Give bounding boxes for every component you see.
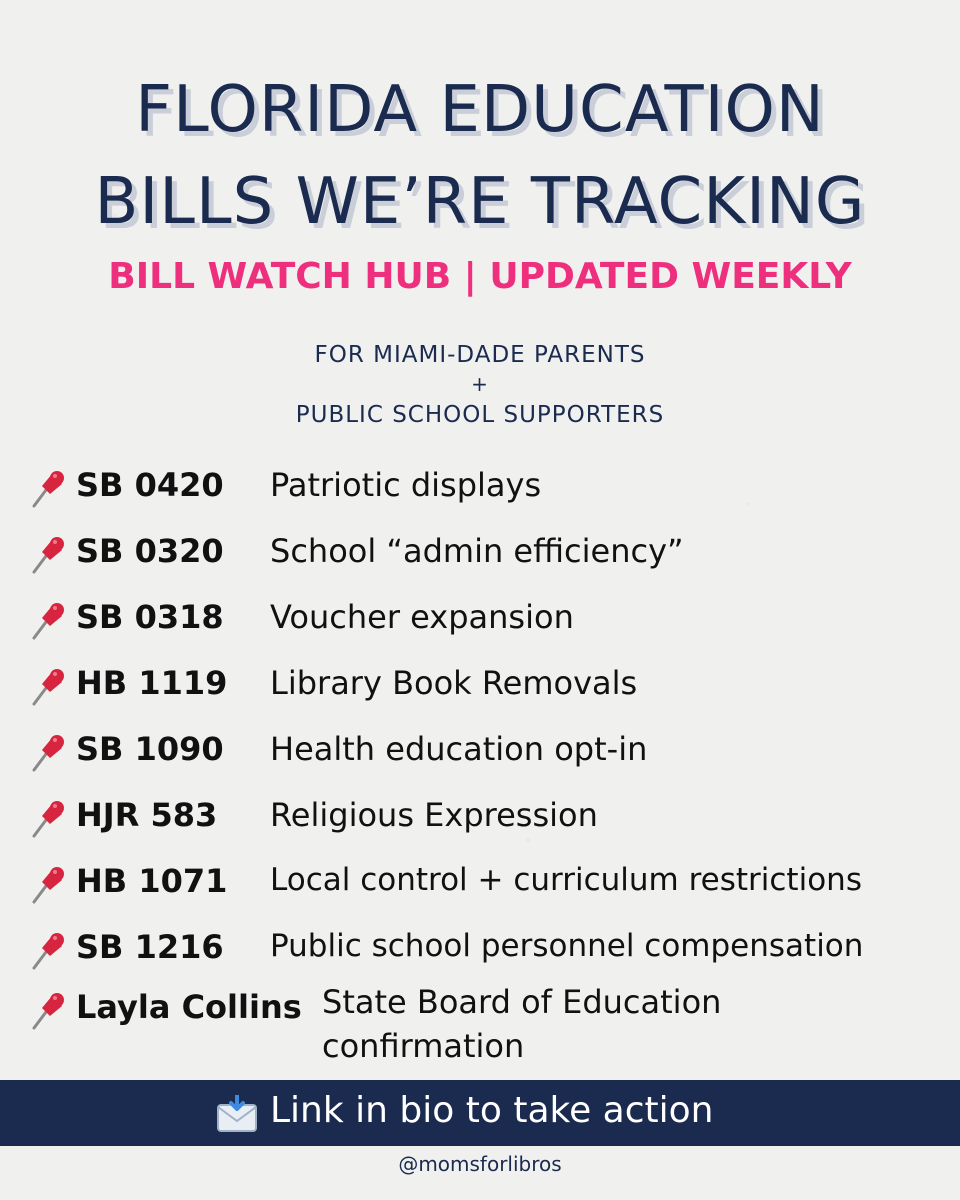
bill-description: School “admin efficiency”	[270, 532, 684, 570]
pushpin-icon	[28, 598, 68, 642]
bill-item	[28, 794, 948, 842]
page-subtitle: BILL WATCH HUB | UPDATED WEEKLY	[108, 256, 852, 297]
audience-plus: +	[471, 372, 489, 396]
audience-line-1: FOR MIAMI-DADE PARENTS	[314, 342, 646, 368]
bill-item	[28, 926, 948, 974]
bill-item	[28, 662, 948, 710]
bill-item	[28, 983, 948, 1072]
bill-id: SB 0320	[76, 532, 224, 570]
pushpin-icon	[28, 532, 68, 576]
bill-description: Library Book Removals	[270, 664, 638, 702]
envelope-icon	[216, 1095, 258, 1133]
bill-id: SB 1090	[76, 730, 224, 768]
social-handle: @momsforlibros	[398, 1152, 562, 1176]
audience-line-3: PUBLIC SCHOOL SUPPORTERS	[295, 402, 665, 428]
bill-item	[28, 728, 948, 776]
bill-item	[28, 530, 948, 578]
footer-cta-bar[interactable]	[0, 1080, 960, 1146]
pushpin-icon	[28, 664, 68, 708]
pushpin-icon	[28, 796, 68, 840]
bill-id: SB 1216	[76, 928, 224, 966]
bill-id: HJR 583	[76, 796, 218, 834]
page-title-line-1: FLORIDA EDUCATION	[135, 73, 825, 147]
bill-description: Voucher expansion	[270, 598, 574, 636]
bill-item	[28, 860, 948, 908]
bill-item	[28, 596, 948, 644]
bill-description: Religious Expression	[270, 796, 598, 834]
pushpin-icon	[28, 730, 68, 774]
bill-description: Health education opt-in	[270, 730, 648, 768]
bill-id: Layla Collins	[76, 988, 302, 1026]
bill-id: HB 1119	[76, 664, 228, 702]
footer-cta-text[interactable]: Link in bio to take action	[270, 1090, 714, 1131]
bill-description: State Board of Education confirmation	[322, 983, 722, 1065]
bill-id: SB 0318	[76, 598, 224, 636]
pushpin-icon	[28, 928, 68, 972]
bill-description: Public school personnel compensation	[270, 928, 864, 964]
bill-item	[28, 464, 948, 512]
bill-id: HB 1071	[76, 862, 228, 900]
pushpin-icon	[28, 988, 68, 1032]
page-title-line-2: BILLS WE’RE TRACKING	[94, 165, 866, 239]
bill-description: Local control + curriculum restrictions	[270, 862, 862, 898]
bill-description: Patriotic displays	[270, 466, 542, 504]
pushpin-icon	[28, 466, 68, 510]
pushpin-icon	[28, 862, 68, 906]
bill-id: SB 0420	[76, 466, 224, 504]
